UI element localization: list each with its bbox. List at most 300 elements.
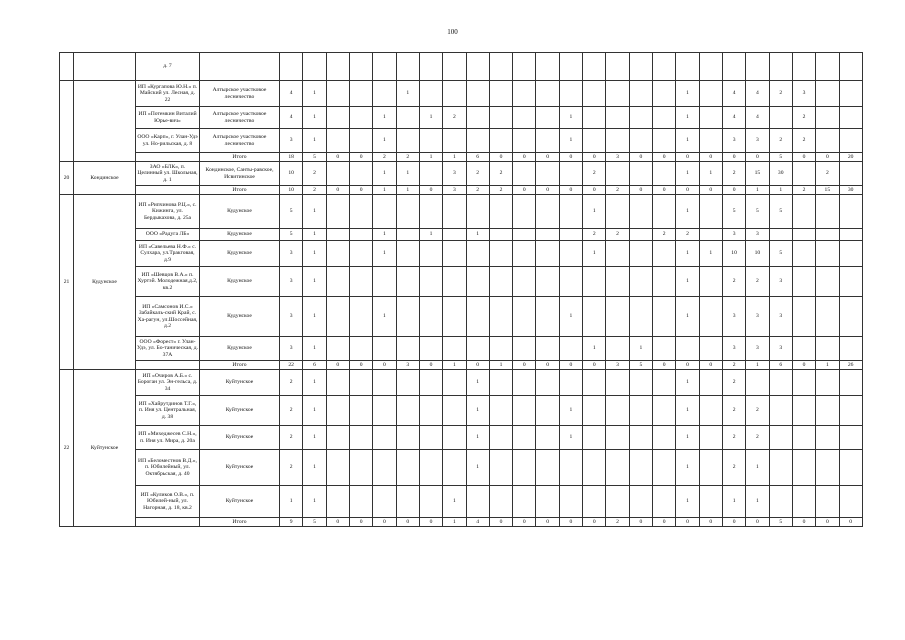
- total-value: 1: [816, 361, 839, 370]
- value-cell: 1: [746, 450, 769, 486]
- value-cell: [466, 297, 489, 337]
- value-cell: [443, 297, 466, 337]
- value-cell: 3: [746, 229, 769, 241]
- value-cell: [489, 267, 512, 297]
- value-cell: [466, 53, 489, 81]
- total-value: 0: [489, 153, 512, 162]
- value-cell: [559, 241, 582, 267]
- value-cell: [629, 241, 652, 267]
- value-cell: 1: [676, 195, 699, 229]
- value-cell: [606, 370, 629, 396]
- value-cell: 2: [280, 426, 303, 450]
- value-cell: [396, 267, 419, 297]
- total-value: 0: [699, 518, 722, 527]
- row-number: 21: [60, 195, 74, 370]
- value-cell: [513, 267, 536, 297]
- value-cell: 5: [746, 195, 769, 229]
- enterprise-name: [136, 518, 200, 527]
- value-cell: 1: [373, 129, 396, 153]
- total-value: 0: [653, 518, 676, 527]
- total-value: 0: [629, 153, 652, 162]
- total-value: 4: [466, 518, 489, 527]
- value-cell: [419, 450, 442, 486]
- total-value: 2: [606, 186, 629, 195]
- total-value: 5: [303, 153, 326, 162]
- forest-area: Кондинское, Санты-равское, Исвитинское: [200, 162, 280, 186]
- value-cell: [419, 129, 442, 153]
- value-cell: [583, 53, 606, 81]
- forest-area: Куйтунское: [200, 450, 280, 486]
- value-cell: [606, 426, 629, 450]
- value-cell: [653, 426, 676, 450]
- value-cell: [839, 450, 862, 486]
- total-value: 0: [722, 518, 745, 527]
- value-cell: [839, 129, 862, 153]
- value-cell: [443, 195, 466, 229]
- forest-area: Кудунское: [200, 297, 280, 337]
- value-cell: [466, 337, 489, 361]
- enterprise-name: ООО «Карп», г. Улан-Удэ ул. Но-рильская, д. 8: [136, 129, 200, 153]
- value-cell: [513, 129, 536, 153]
- value-cell: 1: [676, 129, 699, 153]
- value-cell: [536, 229, 559, 241]
- value-cell: [419, 396, 442, 426]
- value-cell: [419, 53, 442, 81]
- total-value: 5: [303, 518, 326, 527]
- value-cell: 3: [280, 241, 303, 267]
- total-value: 2: [466, 186, 489, 195]
- value-cell: [792, 297, 815, 337]
- value-cell: 3: [280, 337, 303, 361]
- value-cell: [303, 53, 326, 81]
- value-cell: [606, 195, 629, 229]
- value-cell: [513, 297, 536, 337]
- enterprise-name: [136, 186, 200, 195]
- forest-area: Алтырское участковое лесничество: [200, 81, 280, 107]
- value-cell: [606, 337, 629, 361]
- value-cell: [326, 195, 349, 229]
- value-cell: [769, 486, 792, 518]
- value-cell: 1: [746, 486, 769, 518]
- page-number: 100: [447, 28, 458, 36]
- table-row: [60, 107, 863, 129]
- value-cell: [443, 396, 466, 426]
- value-cell: [349, 195, 372, 229]
- total-value: 0: [559, 153, 582, 162]
- value-cell: [349, 426, 372, 450]
- value-cell: 2: [676, 229, 699, 241]
- value-cell: 1: [303, 426, 326, 450]
- value-cell: [792, 370, 815, 396]
- enterprise-name: ИП «Михеджесев С.Н.», п. Иня ул. Мира, д. 20а: [136, 426, 200, 450]
- total-value: 0: [489, 518, 512, 527]
- value-cell: [536, 195, 559, 229]
- total-value: 3: [396, 361, 419, 370]
- value-cell: [699, 129, 722, 153]
- value-cell: [629, 486, 652, 518]
- value-cell: [769, 396, 792, 426]
- value-cell: [349, 107, 372, 129]
- total-value: 22: [280, 361, 303, 370]
- total-value: 0: [326, 186, 349, 195]
- value-cell: 2: [443, 107, 466, 129]
- value-cell: 1: [303, 450, 326, 486]
- value-cell: [629, 81, 652, 107]
- value-cell: [653, 450, 676, 486]
- value-cell: 4: [722, 81, 745, 107]
- value-cell: 1: [303, 267, 326, 297]
- value-cell: [839, 229, 862, 241]
- enterprise-name: ЗАО «БЛК», п. Целинный ул. Школьная, д. 1: [136, 162, 200, 186]
- value-cell: [419, 426, 442, 450]
- total-value: 0: [419, 361, 442, 370]
- value-cell: 1: [466, 396, 489, 426]
- value-cell: [839, 486, 862, 518]
- value-cell: [559, 81, 582, 107]
- total-value: 0: [653, 186, 676, 195]
- value-cell: [559, 195, 582, 229]
- value-cell: 3: [280, 297, 303, 337]
- value-cell: 1: [676, 81, 699, 107]
- value-cell: [722, 53, 745, 81]
- forest-area: [200, 53, 280, 81]
- value-cell: 2: [583, 229, 606, 241]
- value-cell: [326, 267, 349, 297]
- value-cell: [536, 396, 559, 426]
- value-cell: 3: [746, 337, 769, 361]
- value-cell: [653, 297, 676, 337]
- total-value: 10: [280, 186, 303, 195]
- value-cell: [559, 486, 582, 518]
- value-cell: [629, 370, 652, 396]
- value-cell: 2: [722, 426, 745, 450]
- total-value: 0: [349, 361, 372, 370]
- total-value: 0: [676, 153, 699, 162]
- value-cell: 1: [466, 450, 489, 486]
- value-cell: [816, 426, 839, 450]
- value-cell: 3: [722, 229, 745, 241]
- value-cell: [606, 81, 629, 107]
- value-cell: [816, 450, 839, 486]
- total-row: [60, 153, 863, 162]
- total-value: 1: [443, 153, 466, 162]
- total-value: 0: [629, 186, 652, 195]
- value-cell: 1: [676, 396, 699, 426]
- total-value: 0: [792, 518, 815, 527]
- value-cell: [513, 195, 536, 229]
- table-row: [60, 426, 863, 450]
- value-cell: [583, 297, 606, 337]
- value-cell: [583, 426, 606, 450]
- value-cell: [699, 81, 722, 107]
- value-cell: 5: [769, 195, 792, 229]
- value-cell: [606, 241, 629, 267]
- value-cell: 1: [419, 107, 442, 129]
- value-cell: [536, 267, 559, 297]
- value-cell: 1: [676, 370, 699, 396]
- value-cell: [489, 241, 512, 267]
- value-cell: 1: [676, 107, 699, 129]
- value-cell: [396, 195, 419, 229]
- value-cell: [396, 229, 419, 241]
- value-cell: 10: [280, 162, 303, 186]
- value-cell: 1: [583, 337, 606, 361]
- forest-area: Кудунское: [200, 241, 280, 267]
- total-value: 26: [839, 361, 862, 370]
- value-cell: [373, 81, 396, 107]
- value-cell: [839, 53, 862, 81]
- value-cell: 1: [466, 426, 489, 450]
- value-cell: [373, 370, 396, 396]
- value-cell: [396, 486, 419, 518]
- table-row: [60, 129, 863, 153]
- value-cell: [816, 486, 839, 518]
- value-cell: 1: [559, 396, 582, 426]
- value-cell: [513, 426, 536, 450]
- total-value: 0: [513, 518, 536, 527]
- value-cell: [349, 229, 372, 241]
- value-cell: [606, 486, 629, 518]
- value-cell: [349, 267, 372, 297]
- total-value: 5: [769, 518, 792, 527]
- value-cell: 2: [769, 129, 792, 153]
- value-cell: [396, 426, 419, 450]
- value-cell: [629, 396, 652, 426]
- value-cell: 1: [373, 297, 396, 337]
- value-cell: [396, 297, 419, 337]
- value-cell: [792, 267, 815, 297]
- value-cell: [326, 241, 349, 267]
- total-value: 0: [513, 186, 536, 195]
- value-cell: [816, 107, 839, 129]
- total-value: 0: [419, 186, 442, 195]
- total-value: 5: [769, 153, 792, 162]
- value-cell: [419, 162, 442, 186]
- value-cell: [792, 450, 815, 486]
- value-cell: 4: [280, 107, 303, 129]
- total-value: 0: [699, 186, 722, 195]
- table-row: [60, 337, 863, 361]
- total-value: 0: [349, 518, 372, 527]
- forest-area: Куйтунское: [200, 486, 280, 518]
- value-cell: [513, 450, 536, 486]
- value-cell: [326, 107, 349, 129]
- value-cell: [769, 370, 792, 396]
- total-value: 2: [396, 153, 419, 162]
- total-value: 3: [606, 153, 629, 162]
- total-value: 2: [606, 518, 629, 527]
- value-cell: 3: [792, 81, 815, 107]
- value-cell: [513, 396, 536, 426]
- value-cell: 2: [722, 162, 745, 186]
- value-cell: [489, 107, 512, 129]
- value-cell: 1: [303, 241, 326, 267]
- value-cell: [443, 241, 466, 267]
- value-cell: 1: [373, 241, 396, 267]
- value-cell: [699, 396, 722, 426]
- value-cell: [419, 195, 442, 229]
- total-value: 18: [280, 153, 303, 162]
- value-cell: [373, 195, 396, 229]
- value-cell: [699, 370, 722, 396]
- total-value: 0: [536, 153, 559, 162]
- value-cell: [606, 267, 629, 297]
- total-value: 0: [792, 361, 815, 370]
- value-cell: [489, 53, 512, 81]
- value-cell: [792, 426, 815, 450]
- value-cell: [653, 396, 676, 426]
- value-cell: 1: [559, 107, 582, 129]
- value-cell: [536, 450, 559, 486]
- value-cell: [489, 229, 512, 241]
- value-cell: 3: [769, 267, 792, 297]
- total-value: 0: [536, 186, 559, 195]
- value-cell: [349, 162, 372, 186]
- value-cell: [419, 81, 442, 107]
- value-cell: [699, 53, 722, 81]
- value-cell: 3: [746, 297, 769, 337]
- value-cell: [816, 195, 839, 229]
- value-cell: [583, 267, 606, 297]
- total-value: 0: [676, 518, 699, 527]
- total-value: 0: [839, 518, 862, 527]
- value-cell: [489, 486, 512, 518]
- value-cell: [443, 81, 466, 107]
- value-cell: [699, 195, 722, 229]
- value-cell: [513, 486, 536, 518]
- total-value: 0: [722, 153, 745, 162]
- value-cell: 1: [303, 195, 326, 229]
- value-cell: [489, 370, 512, 396]
- value-cell: [419, 297, 442, 337]
- total-value: 0: [373, 361, 396, 370]
- value-cell: [629, 229, 652, 241]
- value-cell: [373, 486, 396, 518]
- value-cell: [326, 396, 349, 426]
- value-cell: [839, 107, 862, 129]
- value-cell: [443, 337, 466, 361]
- value-cell: [606, 396, 629, 426]
- value-cell: [746, 370, 769, 396]
- total-value: 0: [653, 361, 676, 370]
- value-cell: [699, 229, 722, 241]
- value-cell: [489, 396, 512, 426]
- enterprise-name: ООО «Форест» г. Улан-Удэ, ул. Бо-таническая, д. 37А: [136, 337, 200, 361]
- total-value: 3: [606, 361, 629, 370]
- value-cell: [583, 486, 606, 518]
- value-cell: [559, 370, 582, 396]
- value-cell: 1: [629, 337, 652, 361]
- value-cell: [349, 241, 372, 267]
- value-cell: [489, 129, 512, 153]
- value-cell: [792, 229, 815, 241]
- value-cell: 2: [280, 396, 303, 426]
- value-cell: [629, 53, 652, 81]
- value-cell: [653, 195, 676, 229]
- value-cell: 10: [722, 241, 745, 267]
- value-cell: [816, 370, 839, 396]
- enterprise-name: ИП «Очиров А.Б.» с. Бороган ул. Эн-гельса, д. 34: [136, 370, 200, 396]
- value-cell: [699, 450, 722, 486]
- value-cell: [536, 297, 559, 337]
- total-value: 1: [443, 518, 466, 527]
- value-cell: 1: [303, 229, 326, 241]
- value-cell: 2: [489, 162, 512, 186]
- enterprise-name: ИП «Кургапова Ю.Н.» п. Майский ул. Лесная, д. 22: [136, 81, 200, 107]
- total-value: 0: [559, 186, 582, 195]
- value-cell: [559, 267, 582, 297]
- table-row: [60, 229, 863, 241]
- value-cell: [606, 129, 629, 153]
- value-cell: [792, 53, 815, 81]
- total-value: 0: [536, 518, 559, 527]
- value-cell: 2: [746, 267, 769, 297]
- value-cell: [349, 396, 372, 426]
- value-cell: [396, 129, 419, 153]
- value-cell: [792, 241, 815, 267]
- value-cell: [676, 53, 699, 81]
- total-value: 0: [583, 186, 606, 195]
- total-value: 0: [629, 518, 652, 527]
- value-cell: 3: [280, 129, 303, 153]
- value-cell: [792, 162, 815, 186]
- value-cell: [326, 486, 349, 518]
- total-value: 0: [583, 361, 606, 370]
- total-value: 15: [816, 186, 839, 195]
- value-cell: [326, 229, 349, 241]
- value-cell: 1: [303, 81, 326, 107]
- value-cell: 3: [722, 129, 745, 153]
- forest-area: Кудунское: [200, 267, 280, 297]
- value-cell: [326, 337, 349, 361]
- total-value: 1: [396, 186, 419, 195]
- table-row: [60, 370, 863, 396]
- value-cell: 1: [699, 162, 722, 186]
- value-cell: [326, 162, 349, 186]
- value-cell: [792, 486, 815, 518]
- value-cell: 1: [676, 426, 699, 450]
- table-row: [60, 486, 863, 518]
- table-row: [60, 241, 863, 267]
- value-cell: [513, 162, 536, 186]
- value-cell: 2: [792, 107, 815, 129]
- value-cell: [816, 241, 839, 267]
- value-cell: 1: [583, 195, 606, 229]
- value-cell: 3: [769, 337, 792, 361]
- value-cell: [349, 486, 372, 518]
- value-cell: [583, 107, 606, 129]
- value-cell: [443, 426, 466, 450]
- table-row: [60, 450, 863, 486]
- value-cell: [536, 81, 559, 107]
- value-cell: [699, 297, 722, 337]
- value-cell: 1: [303, 129, 326, 153]
- value-cell: [489, 450, 512, 486]
- value-cell: [769, 426, 792, 450]
- value-cell: 1: [280, 486, 303, 518]
- value-cell: [653, 267, 676, 297]
- value-cell: [559, 229, 582, 241]
- value-cell: [746, 53, 769, 81]
- value-cell: 2: [722, 267, 745, 297]
- value-cell: [629, 162, 652, 186]
- forest-area: Кудунское: [200, 337, 280, 361]
- value-cell: [653, 241, 676, 267]
- value-cell: [419, 337, 442, 361]
- value-cell: 4: [746, 81, 769, 107]
- total-row: [60, 361, 863, 370]
- value-cell: [373, 53, 396, 81]
